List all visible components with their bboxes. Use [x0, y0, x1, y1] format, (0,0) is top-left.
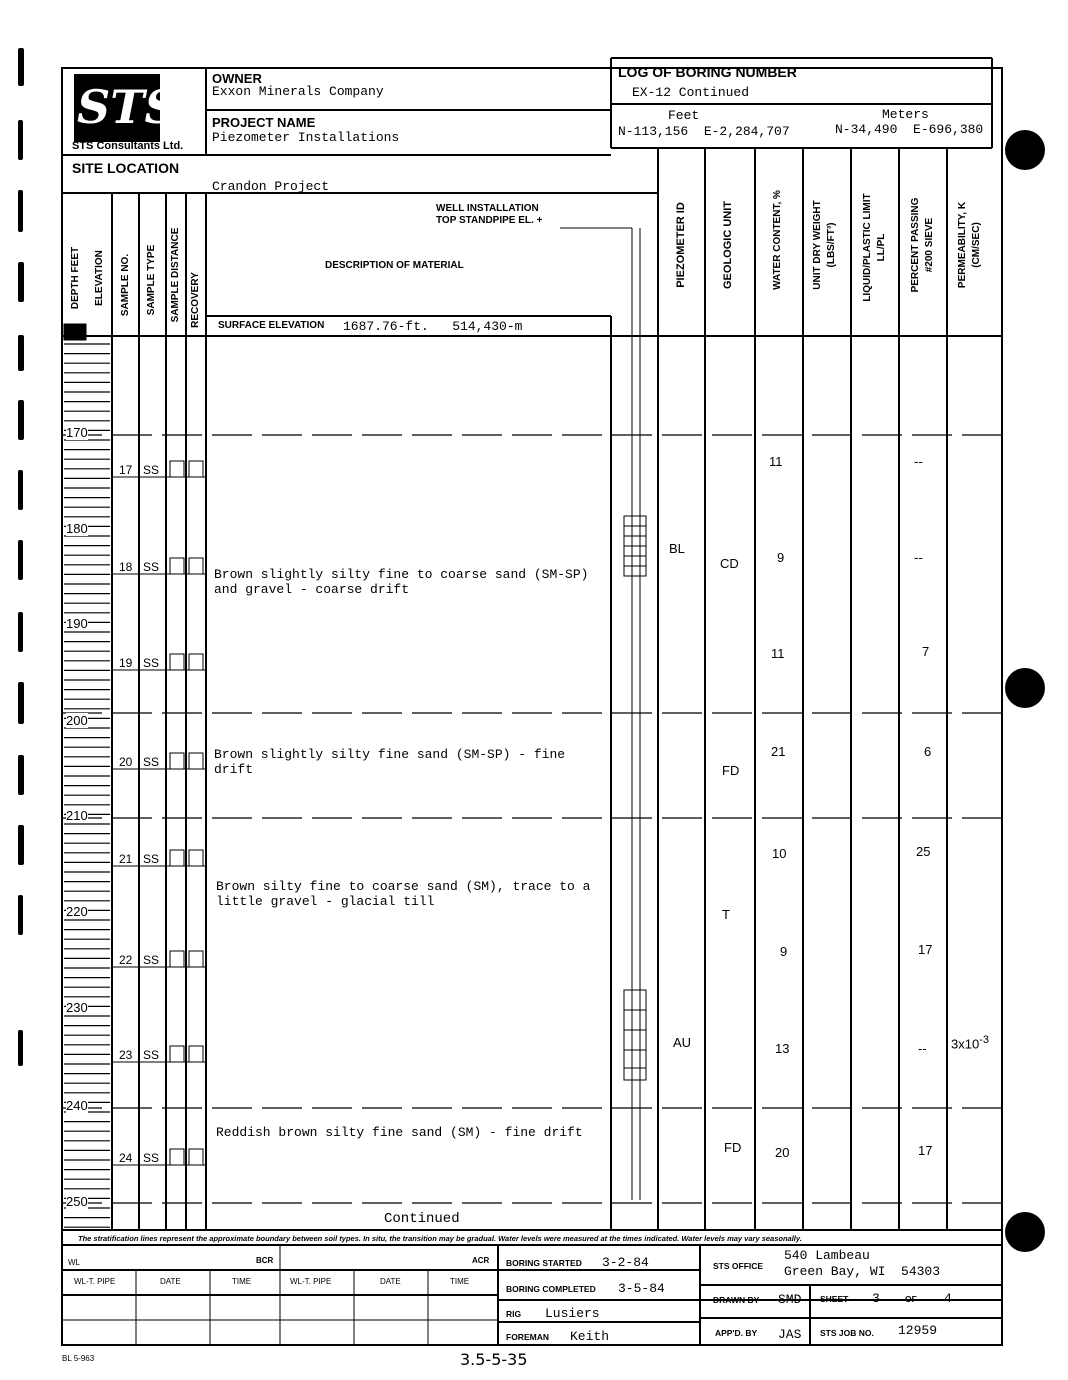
depth-label: 240 — [66, 1098, 88, 1113]
depth-label: 180 — [66, 521, 88, 536]
permeability-base: 3x10 — [951, 1036, 980, 1052]
appd-by-value: JAS — [778, 1327, 802, 1342]
water-content: 11 — [771, 646, 785, 661]
feet-label: Feet — [668, 108, 700, 123]
water-content: 9 — [777, 550, 785, 565]
foreman-label: FOREMAN — [506, 1332, 549, 1342]
appd-by-label: APP'D. BY — [715, 1328, 758, 1338]
foreman-value: Keith — [570, 1329, 610, 1344]
wlt-pipe-label: WL-T. PIPE — [74, 1277, 116, 1286]
sample-type: SS — [143, 755, 160, 769]
sample-no: 22 — [119, 953, 133, 967]
elevation-label: ELEVATION — [94, 250, 105, 306]
description-header: DESCRIPTION OF MATERIAL — [325, 260, 464, 271]
office-address-line2: Green Bay, WI 54303 — [784, 1264, 941, 1279]
sample-type: SS — [143, 953, 160, 967]
geologic-unit: T — [722, 907, 730, 922]
sts-logo: STS — [74, 74, 160, 142]
water-content: 21 — [771, 744, 786, 759]
sheet-value: 3 — [872, 1291, 880, 1306]
percent-passing: -- — [914, 550, 923, 565]
wlt-pipe-label: WL-T. PIPE — [290, 1277, 332, 1286]
meters-coords: N-34,490 E-696,380 — [835, 122, 984, 137]
permeability-units: (CM/SEC) — [971, 222, 982, 268]
water-content: 13 — [775, 1041, 790, 1056]
surface-elevation-label: SURFACE ELEVATION — [218, 320, 325, 331]
top-standpipe-label: TOP STANDPIPE EL. + — [436, 215, 543, 226]
owner-label: OWNER — [212, 71, 262, 86]
drawn-by-value: SMD — [778, 1292, 802, 1307]
sample-type: SS — [143, 560, 160, 574]
geologic-unit: CD — [720, 556, 739, 571]
boring-completed-value: 3-5-84 — [618, 1281, 665, 1296]
material-description: Brown slightly silty fine to coarse sand (SM-SP) and gravel - coarse drift — [214, 567, 589, 597]
sample-no: 18 — [119, 560, 133, 574]
meters-label: Meters — [882, 107, 929, 122]
surface-elevation-value: 1687.76-ft. 514,430-m — [343, 319, 523, 334]
site-label: SITE LOCATION — [72, 160, 180, 176]
depth-feet-label: DEPTH FEET — [70, 246, 81, 310]
water-content: 11 — [769, 454, 783, 469]
liquid-plastic-label: LIQUID/PLASTIC LIMIT — [862, 193, 873, 302]
percent-passing: 17 — [918, 1143, 933, 1158]
depth-label: 190 — [66, 616, 88, 631]
percent-passing: 7 — [922, 644, 930, 659]
water-content: 10 — [772, 846, 787, 861]
recovery-label: RECOVERY — [190, 272, 201, 328]
log-label: LOG OF BORING NUMBER — [618, 64, 797, 80]
percent-passing: 17 — [918, 942, 933, 957]
sample-type-label: SAMPLE TYPE — [146, 244, 157, 316]
sample-no: 19 — [119, 656, 133, 670]
sample-no: 23 — [119, 1048, 133, 1062]
percent-passing-sub: #200 SIEVE — [924, 217, 935, 273]
sample-type: SS — [143, 1048, 160, 1062]
sample-distance-label: SAMPLE DISTANCE — [170, 227, 181, 323]
percent-passing: 25 — [916, 844, 931, 859]
sample-type: SS — [143, 656, 160, 670]
percent-passing-label: PERCENT PASSING — [910, 197, 921, 293]
material-description: Brown silty fine to coarse sand (SM), trace to a little gravel - glacial till — [216, 879, 591, 909]
footnote: The stratification lines represent the approximate boundary between soil types. In situ, the transition may be gradual. Water levels were measured at the times indicated. Water levels may vary seasonally. — [78, 1234, 802, 1243]
boring-started-value: 3-2-84 — [602, 1255, 649, 1270]
date-label: DATE — [380, 1277, 401, 1286]
acr-label: ACR — [472, 1256, 490, 1265]
sample-no: 24 — [119, 1151, 133, 1165]
rig-label: RIG — [506, 1309, 522, 1319]
site-value: Crandon Project — [212, 179, 330, 194]
date-label: DATE — [160, 1277, 181, 1286]
piezometer-id-label: PIEZOMETER ID — [675, 202, 687, 288]
project-label: PROJECT NAME — [212, 115, 316, 130]
form-code: BL 5-963 — [62, 1354, 95, 1363]
feet-coords: N-113,156 E-2,284,707 — [618, 124, 790, 139]
geologic-unit-label: GEOLOGIC UNIT — [722, 201, 734, 289]
material-description: Brown slightly silty fine sand (SM-SP) - fine drift — [214, 747, 566, 777]
depth-label: 170 — [66, 425, 88, 440]
time-label: TIME — [450, 1277, 470, 1286]
water-content: 20 — [775, 1145, 790, 1160]
liquid-plastic-sub: LL/PL — [876, 233, 887, 262]
piezometer-id: BL — [669, 541, 685, 556]
percent-passing: -- — [914, 454, 923, 469]
continued-label: Continued — [384, 1211, 460, 1227]
depth-label: 230 — [66, 1000, 88, 1015]
sample-type: SS — [143, 1151, 160, 1165]
wl-label: WL — [68, 1258, 80, 1267]
sample-type: SS — [143, 852, 160, 866]
job-no-label: STS JOB NO. — [820, 1328, 874, 1338]
material-description: Reddish brown silty fine sand (SM) - fine drift — [216, 1125, 583, 1140]
of-value: 4 — [944, 1291, 952, 1306]
of-label: OF — [905, 1294, 917, 1304]
water-content-label: WATER CONTENT, % — [772, 190, 783, 290]
depth-label: 250 — [66, 1194, 88, 1209]
page-number: 3.5-5-35 — [460, 1350, 528, 1369]
company-name: STS Consultants Ltd. — [72, 140, 184, 152]
bcr-label: BCR — [256, 1256, 274, 1265]
permeability-label: PERMEABILITY, K — [957, 201, 968, 289]
geologic-unit: FD — [724, 1140, 742, 1155]
depth-label: 210 — [66, 808, 88, 823]
permeability-value — [951, 1034, 989, 1051]
time-label: TIME — [232, 1277, 252, 1286]
unit-dry-weight-units: (LBS/FT³) — [826, 222, 837, 268]
well-installation-label: WELL INSTALLATION — [436, 203, 539, 214]
boring-started-label: BORING STARTED — [506, 1258, 582, 1268]
sample-no: 20 — [119, 755, 133, 769]
sheet-label: SHEET — [820, 1294, 849, 1304]
percent-passing: -- — [918, 1041, 927, 1056]
boring-number: EX-12 Continued — [632, 85, 750, 100]
depth-label: 220 — [66, 904, 88, 919]
unit-dry-weight-label: UNIT DRY WEIGHT — [812, 200, 823, 290]
water-content: 9 — [780, 944, 788, 959]
percent-passing: 6 — [924, 744, 932, 759]
sts-office-label: STS OFFICE — [713, 1261, 764, 1271]
permeability-exponent: -3 — [979, 1034, 989, 1046]
drawn-by-label: DRAWN BY — [713, 1295, 760, 1305]
depth-label: 200 — [66, 713, 88, 728]
office-address-line1: 540 Lambeau — [784, 1248, 870, 1263]
rig-value: Lusiers — [545, 1306, 600, 1321]
sample-no: 17 — [119, 463, 133, 477]
sample-no: 21 — [119, 852, 133, 866]
sample-no-label: SAMPLE NO. — [120, 253, 131, 317]
sample-type: SS — [143, 463, 160, 477]
owner-value: Exxon Minerals Company — [212, 84, 384, 99]
piezometer-id: AU — [673, 1035, 692, 1050]
geologic-unit: FD — [722, 763, 740, 778]
boring-completed-label: BORING COMPLETED — [506, 1284, 596, 1294]
job-no-value: 12959 — [898, 1323, 938, 1338]
project-value: Piezometer Installations — [212, 130, 400, 145]
